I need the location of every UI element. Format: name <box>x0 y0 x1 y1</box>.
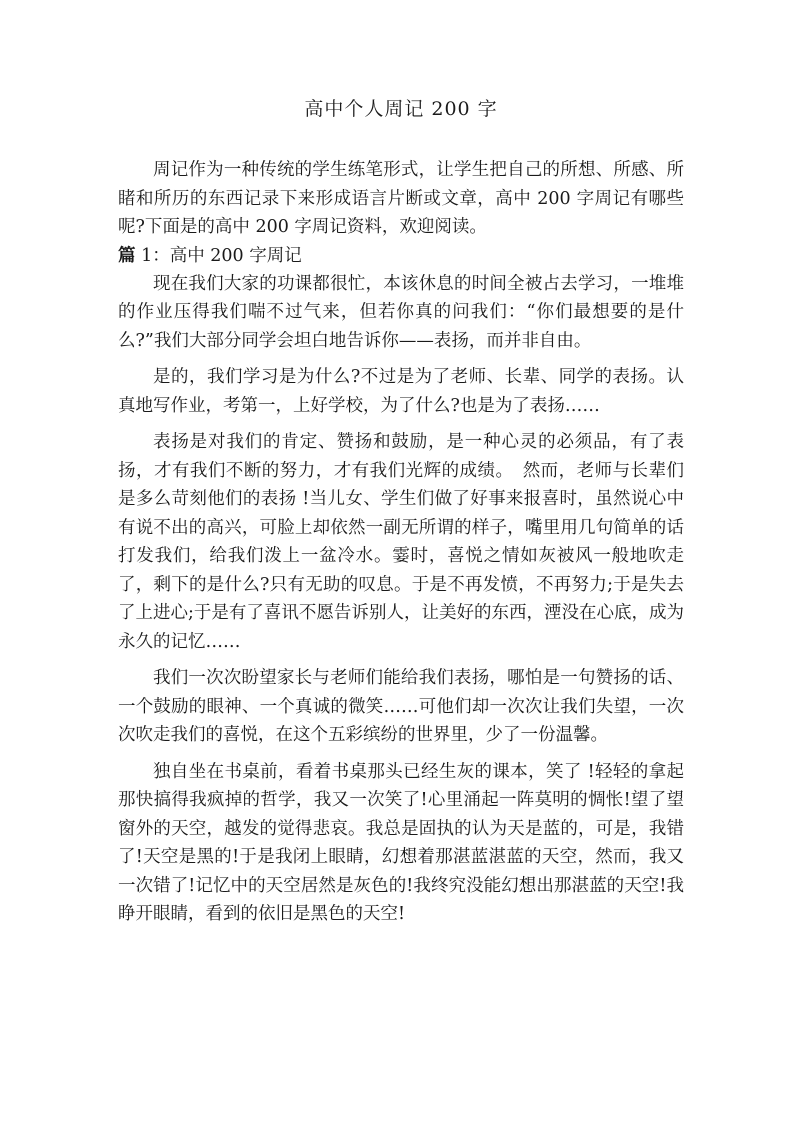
body-paragraph-4: 我们一次次盼望家长与老师们能给我们表扬，哪怕是一句赞扬的话、一个鼓励的眼神、一个真诚的微笑……可他们却一次次让我们失望，一次次吹走我们的喜悦，在这个五彩缤纷的世界里，少了一份温馨。 <box>118 668 684 745</box>
body-paragraph-5: 独自坐在书桌前，看着书桌那头已经生灰的课本，笑了 !轻轻的拿起那快搞得我疯掉的哲学，我又一次笑了!心里涌起一阵莫明的惆怅!望了望窗外的天空，越发的觉得悲哀。我总是固执的认为天是蓝的，可是，我错了!天空是黑的!于是我闭上眼睛，幻想着那湛蓝湛蓝的天空，然而，我又一次错了!记忆中的天空居然是灰色的!我终究没能幻想出那湛蓝的天空!我睁开眼睛，看到的依旧是黑色的天空! <box>118 761 684 924</box>
document-page <box>118 96 684 929</box>
section-heading-text: 1：高中 200 字周记 <box>135 245 302 266</box>
body-paragraph-1: 现在我们大家的功课都很忙，本该休息的时间全被占去学习，一堆堆的作业压得我们喘不过气来，但若你真的问我们：“你们最想要的是什么?”我们大部分同学会坦白地告诉你——表扬，而并非自由。 <box>118 273 684 351</box>
body-paragraph-3: 表扬是对我们的肯定、赞扬和鼓励，是一种心灵的必须品，有了表扬，才有我们不断的努力，才有我们光辉的成绩。 然而，老师与长辈们是多么苛刻他们的表扬 !当儿女、学生们做了好事来报喜时，虽然说心中有说不出的高兴，可脸上却依然一副无所谓的样子，嘴里用几句简单的话打发我们，给我们泼上一盆冷水。霎时，喜悦之情如灰被风一般地吹走了，剩下的是什么?只有无助的叹息。于是不再发愤，不再努力;于是失去了上进心;于是有了喜讯不愿告诉别人，让美好的东西，湮没在心底，成为永久的记忆…… <box>118 432 684 652</box>
section-heading-prefix: 篇 <box>118 245 136 266</box>
section-heading <box>118 242 684 270</box>
document-title: 高中个人周记 200 字 <box>304 98 498 120</box>
intro-paragraph: 周记作为一种传统的学生练笔形式，让学生把自己的所想、所感、所睹和所历的东西记录下来形成语言片断或文章，高中 200 字周记有哪些呢?下面是的高中 200 字周记资料，欢迎阅读。 <box>118 160 684 237</box>
body-paragraph-2: 是的，我们学习是为什么?不过是为了老师、长辈、同学的表扬。认真地写作业，考第一，上好学校，为了什么?也是为了表扬…… <box>118 367 684 416</box>
